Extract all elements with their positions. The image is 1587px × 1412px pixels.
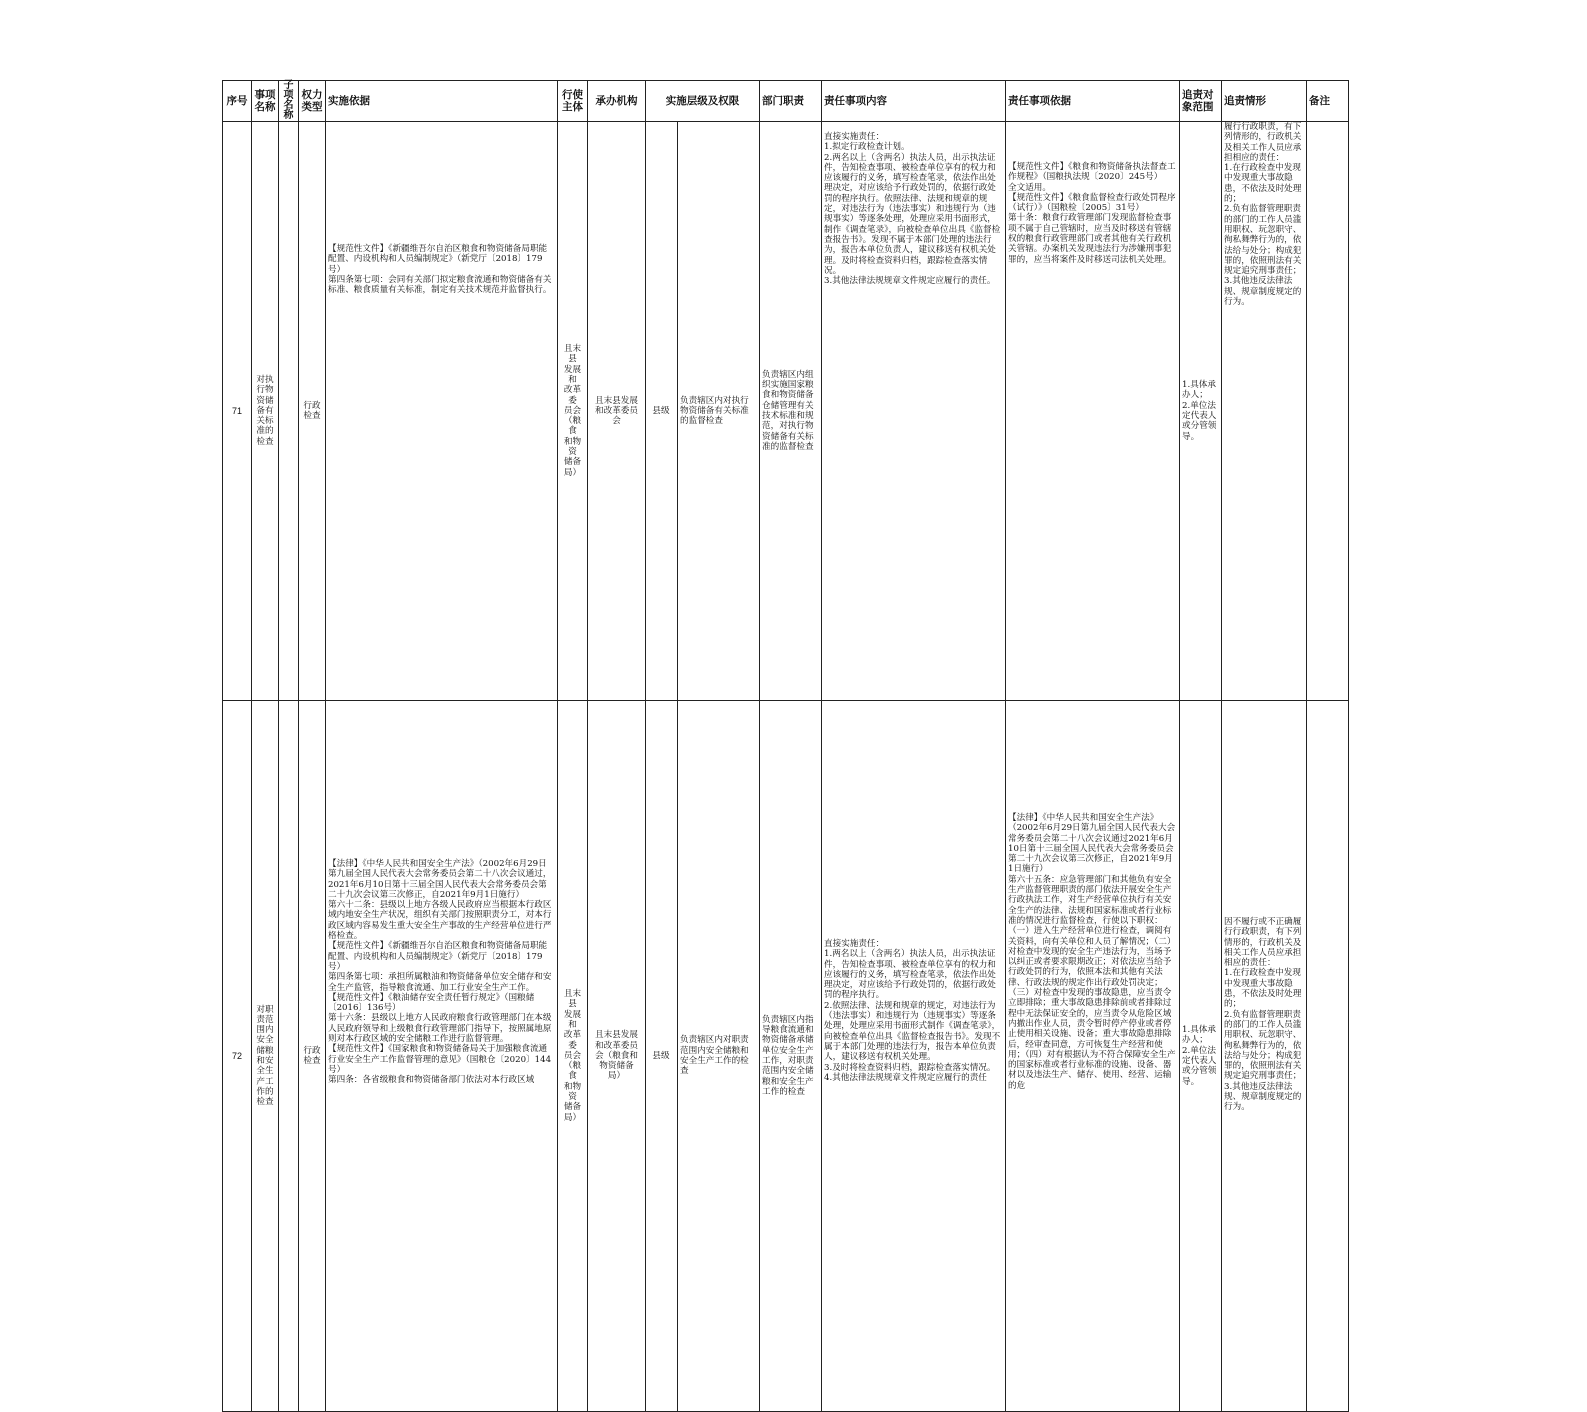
row-resp-basis: 【法律】《中华人民共和国安全生产法》（2002年6月29日第九届全国人民代表大会常务委员会第二十八次会议通过2021年6月10日第十三届全国人民代表大会常务委员会第二十九次会议第三次修正，自2021年9月1日施行） 第六十五条：应急管理部门和其他负有安全生产监督管理职责的部门依法开展安全生产行政执法工作，对生产经营单位执行有关安全生产的法律、法规和国家标准或者行业标准的情况进行监督检查，行使以下职权： （一）进入生产经营单位进行检查，调阅有关资料，向有关单位和人员了解情况；（二）对检查中发现的安全生产违法行为，当场予以纠正或者要求限期改正；对依法应当给予行政处罚的行为，依照本法和其他有关法律、行政法规的规定作出行政处罚决定；（三）对检查中发现的事故隐患，应当责令立即排除；重大事故隐患排除前或者排除过程中无法保证安全的，应当责令从危险区域内撤出作业人员，责令暂时停产停业或者停止使用相关设施、设备；重大事故隐患排除后，经审查同意，方可恢复生产经营和使用；（四）对有根据认为不符合保障安全生产的国家标准或者行业标准的设施、设备、器材以及违法生产、储存、使用、经营、运输的危: [1006, 701, 1180, 1412]
row-level: [646, 701, 760, 1412]
header-item-name: 事项 名称: [252, 81, 279, 122]
row-seq: 72: [223, 701, 252, 1412]
row-resp-basis: 【规范性文件】《粮食和物资储备执法督查工作规程》（国粮执法规〔2020〕245号） 全文适用。 【规范性文件】《粮食监督检查行政处罚程序（试行）》（国粮检〔2005〕31号） 第十条：粮食行政管理部门发现监督检查事项不属于自己管辖时，应当及时移送有管辖权的粮食行政管理部门或者其他有关行政机关管辖。办案机关发现违法行为涉嫌刑事犯罪的，应当将案件及时移送司法机关处理。: [1006, 122, 1180, 701]
table-row: [223, 701, 1349, 1412]
row-resp-content: 直接实施责任： 1.两名以上（含两名）执法人员，出示执法证件，告知检查事项、被检查单位享有的权力和应该履行的义务，填写检查笔录，依法作出处理决定，对应该给予行政处罚的，依据行政处罚的程序执行。 2.依照法律、法规和规章的规定，对违法行为（违法事实）和违规行为（违规事实）等逐条处理，处理应采用书面形式制作《调查笔录》，向被检查单位出具《监督检查报告书》。发现不属于本部门处理的违法行为，报告本单位负责人，建议移送有权机关处理。 3.及时将检查资料归档，跟踪检查落实情况。 4.其他法律法规规章文件规定应履行的责任: [822, 701, 1006, 1412]
row-duty: 负责辖区内指导粮食流通和物资储备承储单位安全生产工作，对职责范围内安全储粮和安全生产工作的检查: [760, 701, 822, 1412]
header-power-type: 权力 类型: [299, 81, 326, 122]
table-row: [223, 122, 1349, 701]
row-basis: 【法律】《中华人民共和国安全生产法》（2002年6月29日第九届全国人民代表大会常务委员会第二十八次会议通过，2021年6月10日第十三届全国人民代表大会常务委员会第二十九次会议第三次修正，自2021年9月1日施行） 第六十二条：县级以上地方各级人民政府应当根据本行政区域内地安全生产状况，组织有关部门按照职责分工，对本行政区域内容易发生重大安全生产事故的生产经营单位进行严格检查。 【规范性文件】《新疆维吾尔自治区粮食和物资储备局职能配置、内设机构和人员编制规定》（新党厅〔2018〕179号） 第四条第七项：承担所属粮油和物资储备单位安全储存和安全生产监管，指导粮食流通、加工行业安全生产工作。 【规范性文件】《粮油储存安全责任暂行规定》（国粮储〔2016〕136号） 第十六条：县级以上地方人民政府粮食行政管理部门在本级人民政府领导和上级粮食行政管理部门指导下，按照属地原则对本行政区域的安全储粮工作进行监督管理。 【规范性文件】《国家粮食和物资储备局关于加强粮食流通行业安全生产工作监督管理的意见》（国粮仓〔2020〕144号） 第四条：各省级粮食和物资储备部门依法对本行政区域: [326, 701, 558, 1412]
row-subject: 且末县 发展和 改革委 员会 （粮食 和物资 储备 局）: [558, 701, 588, 1412]
row-duty: 负责辖区内组织实施国家粮食和物资储备仓储管理有关技术标准和规范，对执行物资储备有关标准的监督检查: [760, 122, 822, 701]
level-divider: [677, 701, 678, 1411]
row-subject: 且末县 发展和 改革委 员会 （粮食 和物资 储备 局）: [558, 122, 588, 701]
row-power-type: 行政 检查: [299, 701, 326, 1412]
row-basis: 【规范性文件】《新疆维吾尔自治区粮食和物资储备局职能配置、内设机构和人员编制规定》（新党厅〔2018〕179号） 第四条第七项：会同有关部门拟定粮食流通和物资储备有关标准、粮食质量有关标准，制定有关技术规范并监督执行。: [326, 122, 558, 701]
row-item-name: 对执 行物 资储 备有 关标 准的 检查: [252, 122, 279, 701]
row-level-desc: 负责辖区内对职责范围内安全储粮和安全生产工作的检查: [680, 1035, 749, 1077]
row-level-desc: 负责辖区内对执行物资储备有关标准的监督检查: [680, 395, 749, 427]
document-sheet: [222, 80, 1348, 1123]
header-resp-content: 责任事项内容: [822, 81, 1006, 122]
header-accountability: 追责情形: [1222, 81, 1307, 122]
header-scope: 追责对 象范围: [1180, 81, 1222, 122]
row-resp-content: 直接实施责任： 1.拟定行政检查计划。 2.两名以上（含两名）执法人员，出示执法证件，告知检查事项、被检查单位享有的权力和应该履行的义务，填写检查笔录，依法作出处理决定，对应该给予行政处罚的，依据行政处罚的程序执行。依照法律、法规和规章的规定，对违法行为（违法事实）和违规行为（违规事实）等逐条处理，处理应采用书面形式，制作《调查笔录》，向被检查单位出具《监督检查报告书》。发现不属于本部门处理的违法行为，报告本单位负责人，建议移送有权机关处理。及时将检查资料归档，跟踪检查落实情况。 3.其他法律法规规章文件规定应履行的责任。: [822, 122, 1006, 701]
row-accountability: 因不履行或不正确履行行政职责，有下列情形的，行政机关及相关工作人员应承担相应的责任： 1.在行政检查中发现中发现重大事故隐患，不依法及时处理的； 2.负有监督管理职责的部门的工作人员滥用职权、玩忽职守、徇私舞弊行为的，依法给与处分；构成犯罪的，依照刑法有关规定追究刑事责任； 3.其他违反法律法规、规章制度规定的行为。: [1222, 701, 1307, 1412]
row-scope: 1.具体承办人； 2.单位法定代表人或分管领导。: [1180, 122, 1222, 701]
row-level: [646, 122, 760, 701]
row-scope: 1.具体承办人； 2.单位法定代表人或分管领导。: [1180, 701, 1222, 1412]
header-seq: 序号: [223, 81, 252, 122]
header-agency: 承办机构: [588, 81, 646, 122]
header-sub-item: 子 项 名 称: [279, 81, 299, 122]
row-remark: [1307, 701, 1349, 1412]
header-remark: 备注: [1307, 81, 1349, 122]
row-sub-item: [279, 122, 299, 701]
header-resp-basis: 责任事项依据: [1006, 81, 1180, 122]
row-accountability: 履行行政职责，有下列情形的，行政机关及相关工作人员应承担相应的责任： 1.在行政检查中发现中发现重大事故隐患，不依法及时处理的； 2.负有监督管理职责的部门的工作人员滥用职权、玩忽职守、徇私舞弊行为的，依法给与处分；构成犯罪的，依照刑法有关规定追究刑事责任； 3.其他违反法律法规、规章制度规定的行为。: [1222, 122, 1307, 701]
row-sub-item: [279, 701, 299, 1412]
row-power-type: 行政 检查: [299, 122, 326, 701]
row-agency: 且末县发展 和改革委员 会（粮食和 物资储备 局）: [588, 701, 646, 1412]
header-duty: 部门职责: [760, 81, 822, 122]
header-row: [223, 81, 1349, 122]
row-remark: [1307, 122, 1349, 701]
row-level-label: 县级: [652, 405, 670, 416]
header-level: 实施层级及权限: [646, 81, 760, 122]
header-subject: 行使 主体: [558, 81, 588, 122]
row-level-label: 县级: [652, 1050, 670, 1061]
row-item-name: 对职 责范 围内 安全 储粮 和安 全生 产工 作的 检查: [252, 701, 279, 1412]
header-basis: 实施依据: [326, 81, 558, 122]
row-agency: 且末县发展 和改革委员 会: [588, 122, 646, 701]
responsibility-table: [222, 80, 1349, 1412]
level-divider: [677, 122, 678, 700]
row-seq: 71: [223, 122, 252, 701]
